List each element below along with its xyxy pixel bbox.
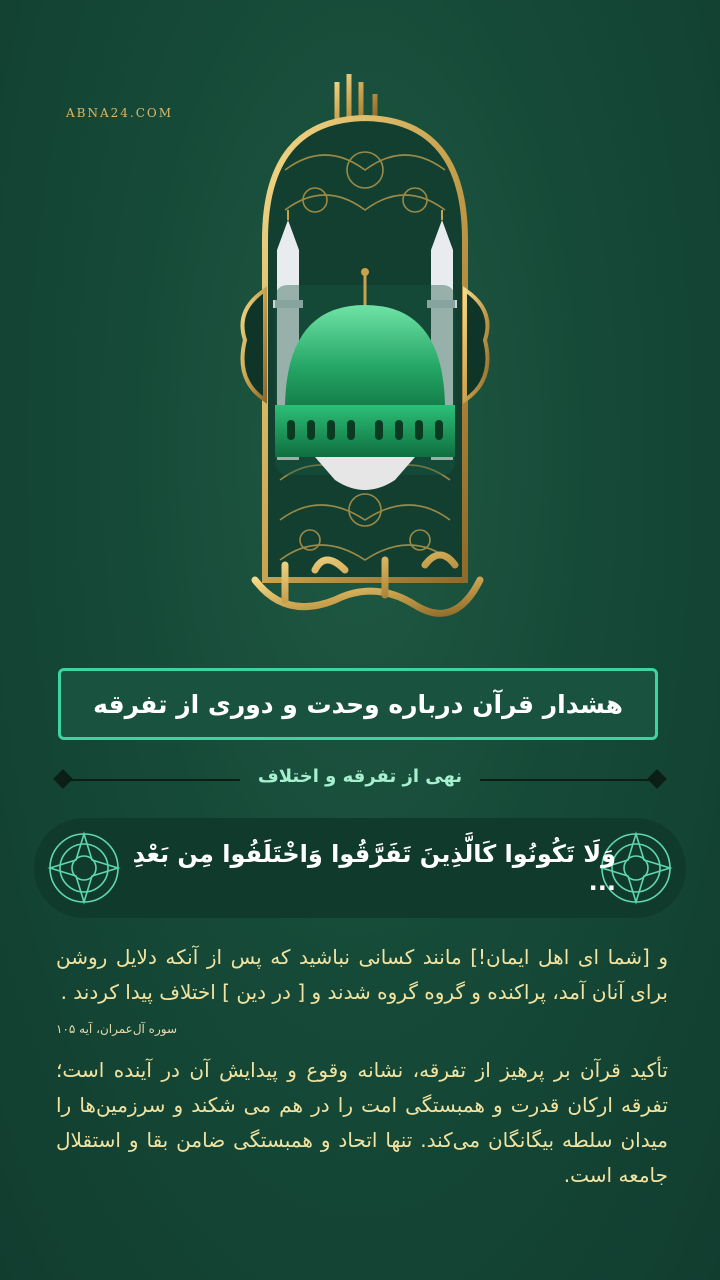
commentary-text: تأکید قرآن بر پرهیز از تفرقه، نشانه وقوع و پیدایش آن در آینده است؛ تفرقه ارکان قدرت و همبستگی امت را در هم می شکند و سرزمین‌ها را میدان سلطه بیگانگان می‌کند. تنها اتحاد و همبستگی ضامن بقا و استقلال جامعه است. <box>56 1058 668 1187</box>
page-title: هشدار قرآن درباره وحدت و دوری از تفرقه <box>58 668 658 740</box>
top-calligraphy-icon <box>337 74 375 120</box>
ayah-banner <box>34 818 686 918</box>
verse-reference: سوره آل‌عمران، آیه ۱۰۵ <box>56 1022 178 1036</box>
site-watermark: ABNA24.COM <box>66 106 174 120</box>
emblem <box>225 60 505 650</box>
translation-text: و [شما ای اهل ایمان!] مانند کسانی نباشید که پس از آنکه دلایل روشن برای آنان آمد، پراکنده و گروه گروه شدند و [ در دین ] اختلاف پیدا کردند . <box>56 945 668 1004</box>
section-subtitle-row <box>50 760 670 800</box>
section-subtitle: نهی از تفرقه و اختلاف <box>257 766 463 787</box>
ayah-text: وَلَا تَكُونُوا كَالَّذِينَ تَفَرَّقُوا وَاخْتَلَفُوا مِن بَعْدِ ... <box>132 840 616 896</box>
